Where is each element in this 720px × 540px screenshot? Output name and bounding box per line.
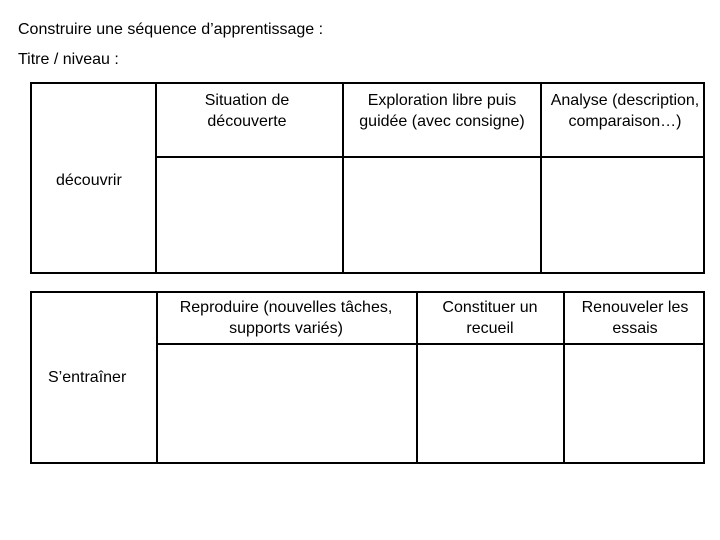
header-constituer-recueil: Constituer un recueil — [442, 299, 538, 337]
header-divider — [156, 343, 703, 345]
column-divider — [342, 84, 344, 272]
column-divider — [155, 84, 157, 272]
header-situation-decouverte: Situation de découverte — [204, 92, 290, 130]
header-exploration: Exploration libre puis guidée (avec consigne) — [359, 92, 525, 130]
practice-table — [30, 291, 705, 464]
column-divider — [540, 84, 542, 272]
row-label-decouvrir: découvrir — [56, 172, 122, 189]
header-reproduire: Reproduire (nouvelles tâches, supports variés) — [179, 299, 393, 337]
column-divider — [416, 293, 418, 462]
header-divider — [155, 156, 703, 158]
header-renouveler-essais: Renouveler les essais — [581, 299, 689, 337]
discover-table — [30, 82, 705, 274]
title-level-label: Titre / niveau : — [18, 51, 119, 68]
page-title: Construire une séquence d’apprentissage : — [18, 21, 324, 38]
header-analyse: Analyse (description, comparaison…) — [550, 92, 700, 130]
column-divider — [563, 293, 565, 462]
column-divider — [156, 293, 158, 462]
row-label-sentrainer: S’entraîner — [48, 369, 127, 386]
